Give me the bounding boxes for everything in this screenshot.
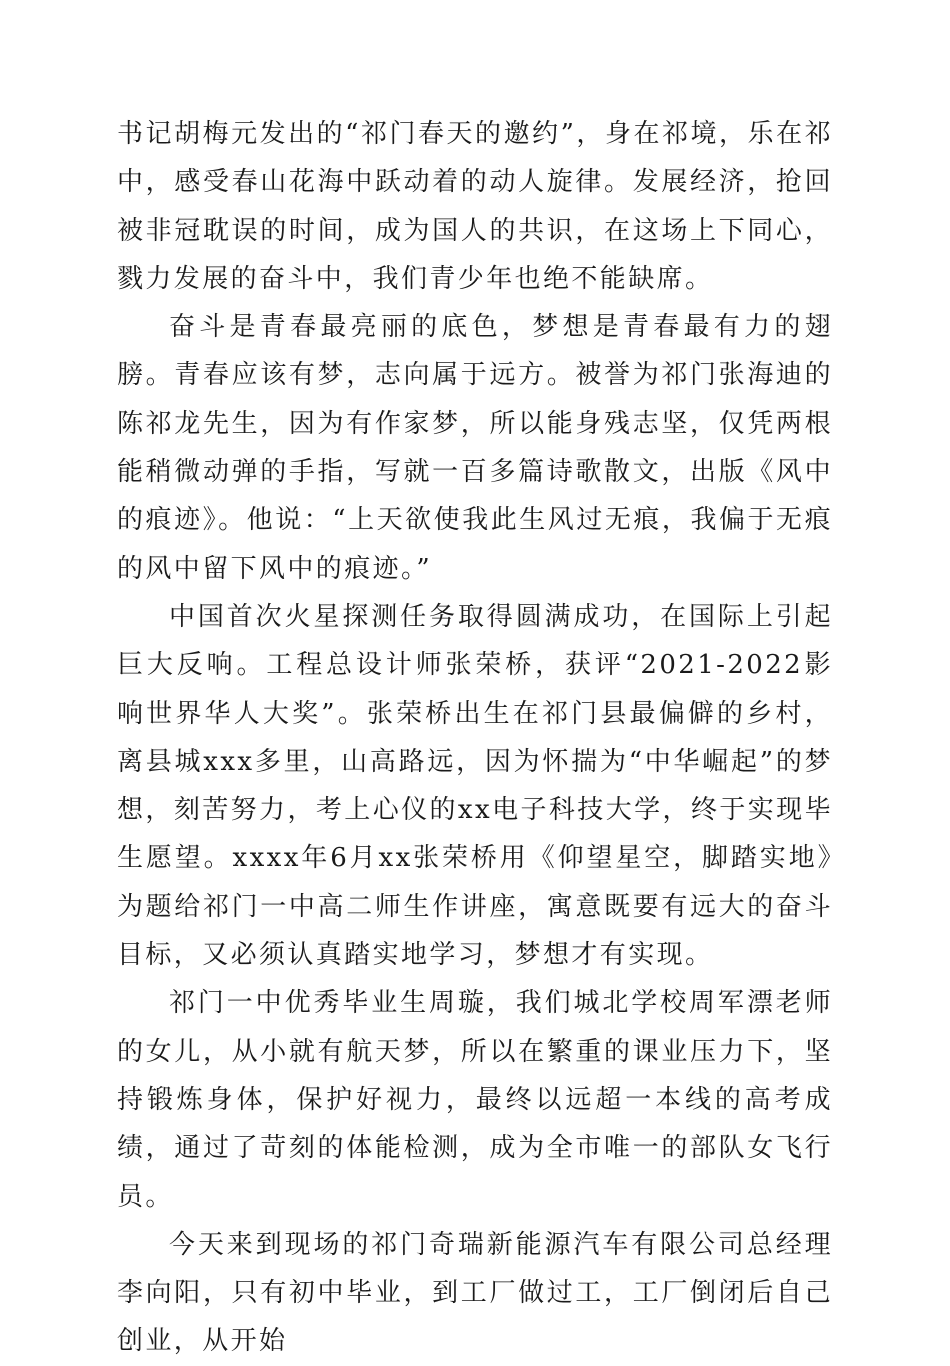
paragraph-5: 今天来到现场的祁门奇瑞新能源汽车有限公司总经理李向阳，只有初中毕业，到工厂做过工，工厂倒闭后自己创业，从开始 [117,1229,833,1357]
paragraph-1-continued: 书记胡梅元发出的“祁门春天的邀约”，身在祁境，乐在祁中，感受春山花海中跃动着的动人旋律。发展经济，抢回被非冠耽误的时间，成为国人的共识，在这场上下同心，戮力发展的奋斗中，我们青少年也绝不能缺席。 [117,119,833,294]
paragraph-4: 祁门一中优秀毕业生周璇，我们城北学校周军漂老师的女儿，从小就有航天梦，所以在繁重的课业压力下，坚持锻炼身体，保护好视力，最终以远超一本线的高考成绩，通过了苛刻的体能检测，成为全市唯一的部队女飞行员。 [117,988,833,1212]
paragraph-2: 奋斗是青春最亮丽的底色，梦想是青春最有力的翅膀。青春应该有梦，志向属于远方。被誉为祁门张海迪的陈祁龙先生，因为有作家梦，所以能身残志坚，仅凭两根能稍微动弹的手指，写就一百多篇诗歌散文，出版《风中的痕迹》。他说：“上天欲使我此生风过无痕，我偏于无痕的风中留下风中的痕迹。” [117,312,833,584]
body-text [117,110,833,1366]
paragraph-3: 中国首次火星探测任务取得圆满成功，在国际上引起巨大反响。工程总设计师张荣桥，获评“2021-2022影响世界华人大奖”。张荣桥出生在祁门县最偏僻的乡村，离县城xxx多里，山高路远，因为怀揣为“中华崛起”的梦想，刻苦努力，考上心仪的xx电子科技大学，终于实现毕生愿望。xxxx年6月xx张荣桥用《仰望星空，脚踏实地》为题给祁门一中高二师生作讲座，寓意既要有远大的奋斗目标，又必须认真踏实地学习，梦想才有实现。 [117,601,833,971]
